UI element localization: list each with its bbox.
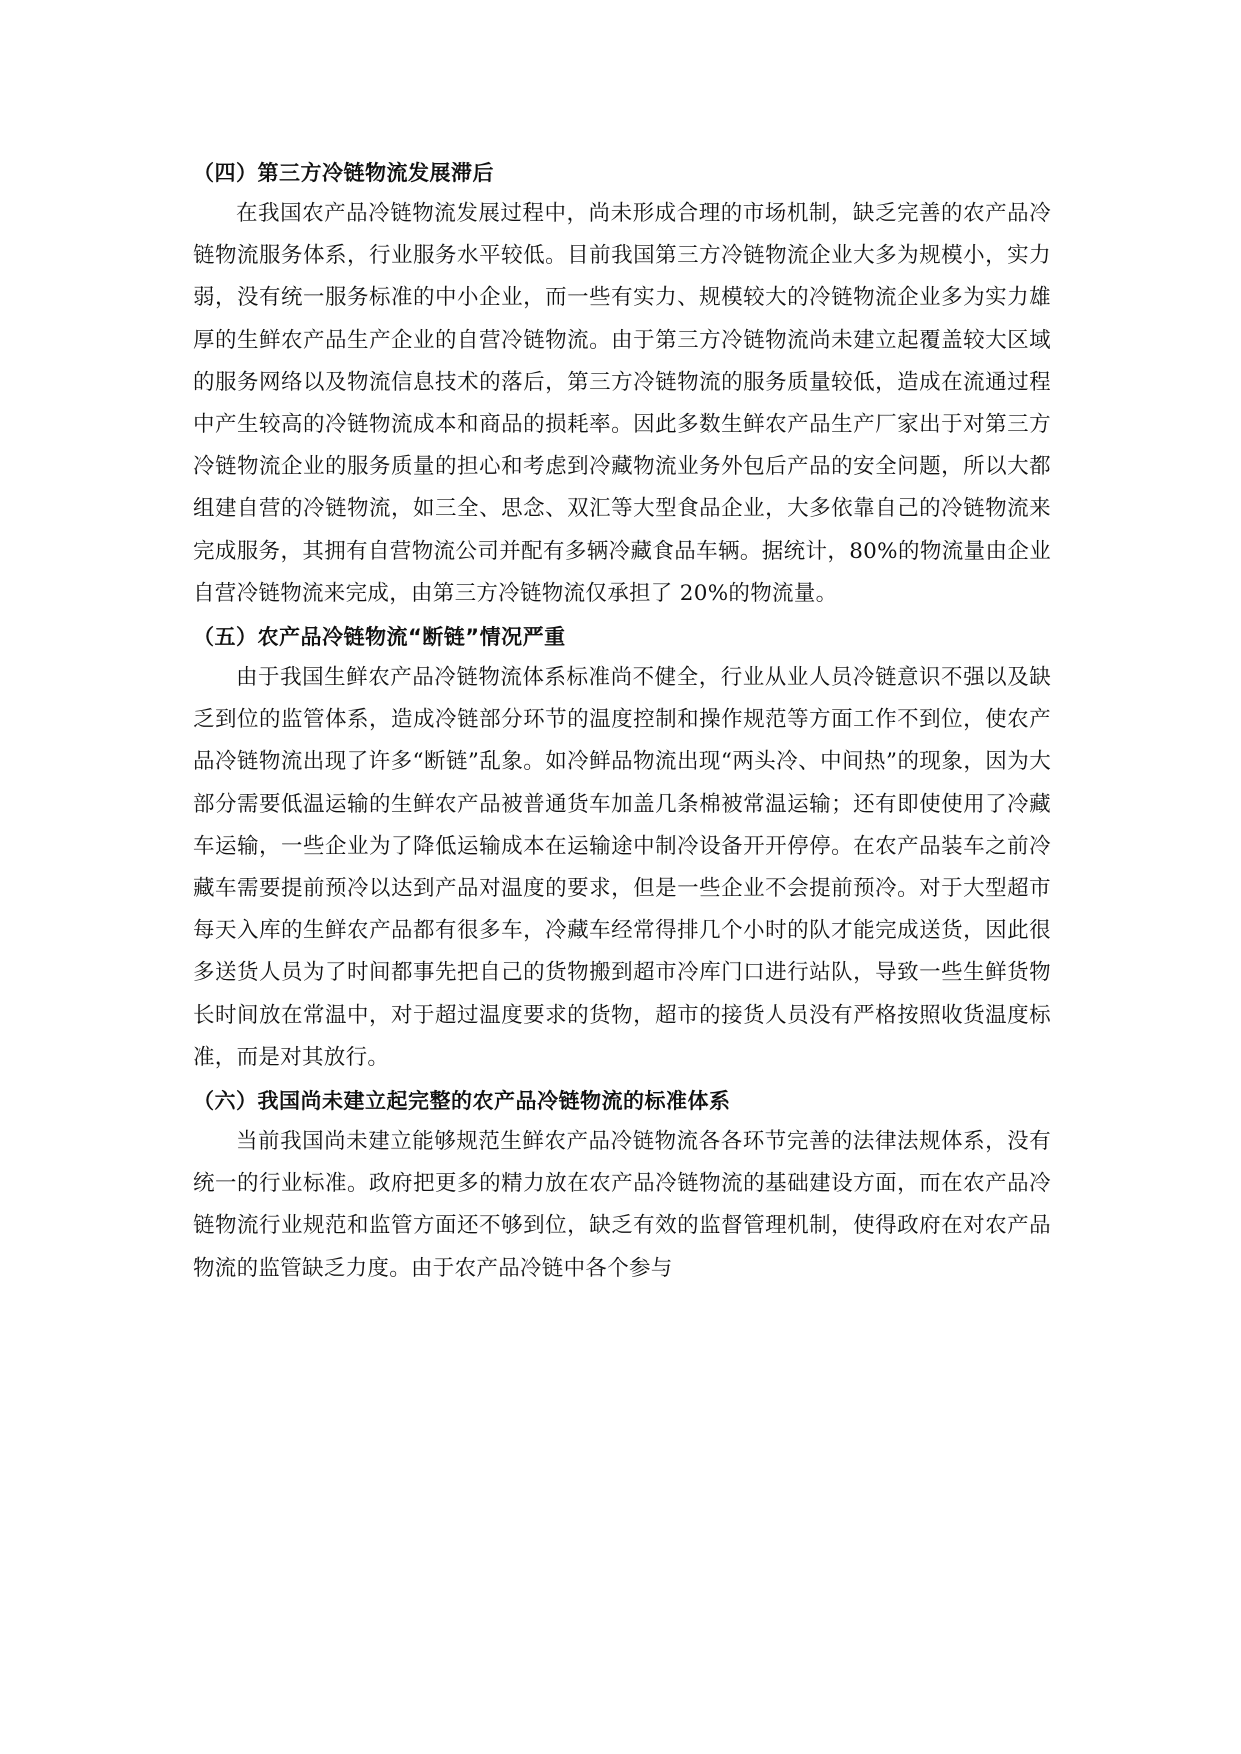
section-heading-5: （五）农产品冷链物流“断链”情况严重: [193, 625, 566, 650]
section-heading-4: （四）第三方冷链物流发展滞后: [193, 161, 494, 185]
section-heading-6: （六）我国尚未建立起完整的农产品冷链物流的标准体系: [193, 1089, 731, 1114]
section-paragraph-4: 在我国农产品冷链物流发展过程中，尚未形成合理的市场机制，缺乏完善的农产品冷链物流服务体系，行业服务水平较低。目前我国第三方冷链物流企业大多为规模小，实力弱，没有统一服务标准的中小企业，而一些有实力、规模较大的冷链物流企业多为实力雄厚的生鲜农产品生产企业的自营冷链物流。由于第三方冷链物流尚未建立起覆盖较大区域的服务网络以及物流信息技术的落后，第三方冷链物流的服务质量较低，造成在流通过程中产生较高的冷链物流成本和商品的损耗率。因此多数生鲜农产品生产厂家出于对第三方冷链物流企业的服务质量的担心和考虑到冷藏物流业务外包后产品的安全问题，所以大都组建自营的冷链物流，如三全、思念、双汇等大型食品企业，大多依靠自己的冷链物流来完成服务，其拥有自营物流公司并配有多辆冷藏食品车辆。据统计，80%的物流量由企业自营冷链物流来完成，由第三方冷链物流仅承担了 20%的物流量。: [193, 201, 1051, 606]
section-paragraph-5: 由于我国生鲜农产品冷链物流体系标准尚不健全，行业从业人员冷链意识不强以及缺乏到位的监管体系，造成冷链部分环节的温度控制和操作规范等方面工作不到位，使农产品冷链物流出现了许多“断链”乱象。如冷鲜品物流出现“两头冷、中间热”的现象，因为大部分需要低温运输的生鲜农产品被普通货车加盖几条棉被常温运输；还有即使使用了冷藏车运输，一些企业为了降低运输成本在运输途中制冷设备开开停停。在农产品装车之前冷藏车需要提前预冷以达到产品对温度的要求，但是一些企业不会提前预冷。对于大型超市每天入库的生鲜农产品都有很多车，冷藏车经常得排几个小时的队才能完成送货，因此很多送货人员为了时间都事先把自己的货物搬到超市冷库门口进行站队，导致一些生鲜货物长时间放在常温中，对于超过温度要求的货物，超市的接货人员没有严格按照收货温度标准，而是对其放行。: [193, 665, 1051, 1070]
section-paragraph-6: 当前我国尚未建立能够规范生鲜农产品冷链物流各各环节完善的法律法规体系，没有统一的行业标准。政府把更多的精力放在农产品冷链物流的基础建设方面，而在农产品冷链物流行业规范和监管方面还不够到位，缺乏有效的监督管理机制，使得政府在对农产品物流的监管缺乏力度。由于农产品冷链中各个参与: [193, 1129, 1051, 1281]
document-page: [193, 153, 1051, 1290]
